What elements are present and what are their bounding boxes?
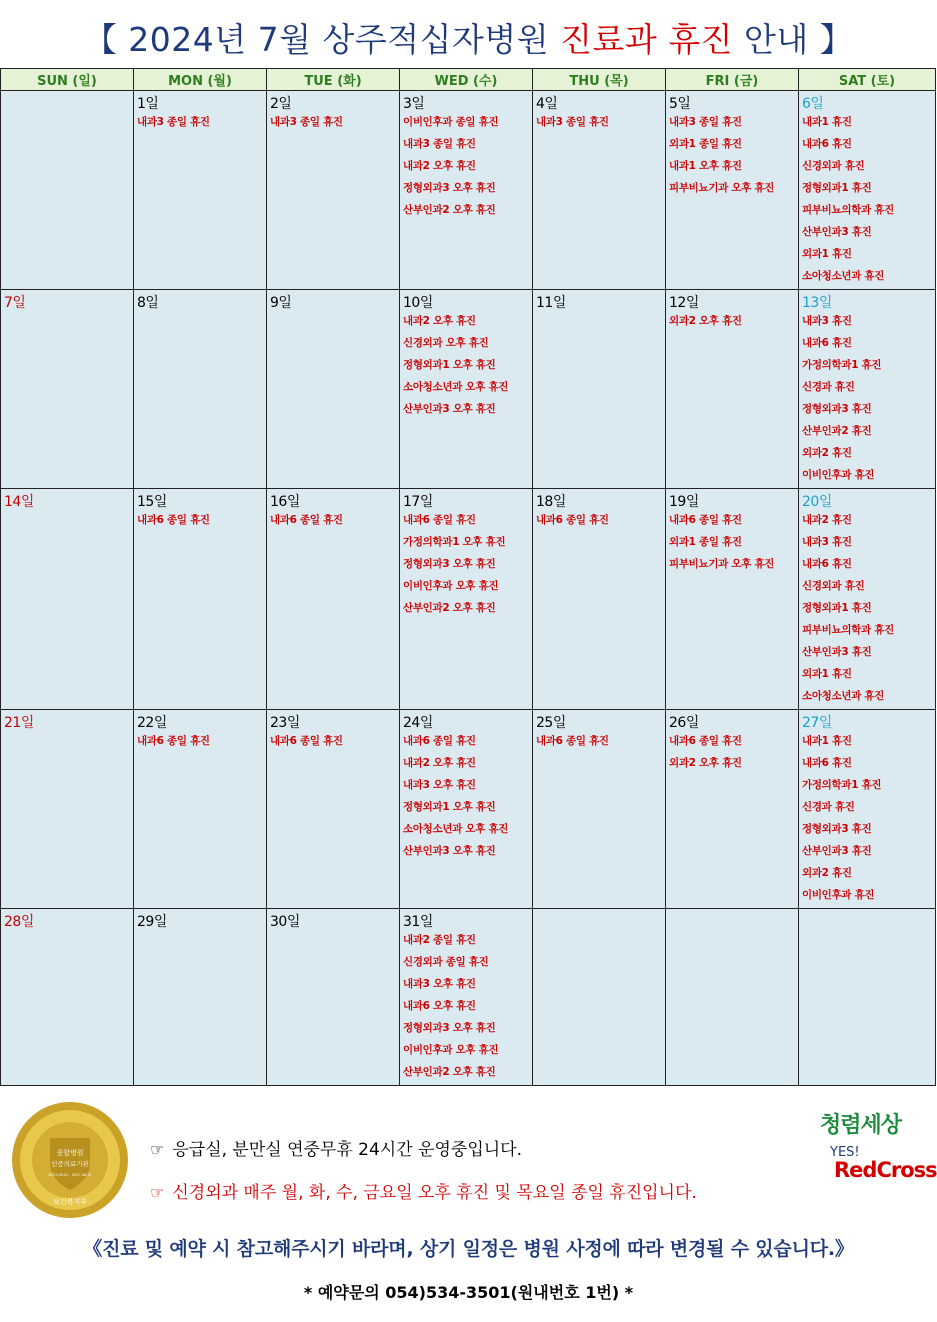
- day-number: 20일: [802, 494, 832, 510]
- closure-note: 내과2 오후 휴진: [403, 315, 476, 327]
- calendar-day-cell-fri: [666, 710, 799, 909]
- day-number: 13일: [802, 295, 832, 311]
- weekday-header-fri: FRI (금): [666, 69, 799, 91]
- closure-note: 정형외과1 오후 휴진: [403, 801, 496, 813]
- day-number: 23일: [270, 715, 300, 731]
- calendar-day-cell-sat: [799, 91, 936, 290]
- day-number: 4일: [536, 96, 558, 112]
- calendar-empty-cell: [799, 909, 936, 1086]
- closure-note: 피부비뇨의학과 휴진: [802, 204, 894, 216]
- closure-note: 정형외과3 오후 휴진: [403, 182, 496, 194]
- closure-note: 내과6 종일 휴진: [669, 514, 742, 526]
- closure-note: 산부인과2 오후 휴진: [403, 204, 496, 216]
- calendar-day-cell-sat: [799, 710, 936, 909]
- title-prefix: 【 2024년 7월 상주적십자병원: [83, 20, 561, 59]
- calendar-day-cell-sat: [799, 489, 936, 710]
- closure-note: 내과6 오후 휴진: [403, 1000, 476, 1012]
- closure-note: 가정의학과1 휴진: [802, 779, 882, 791]
- calendar-day-cell-sun: [1, 290, 134, 489]
- calendar-day-cell-mon: [134, 710, 267, 909]
- day-number: 25일: [536, 715, 566, 731]
- closure-note: 정형외과3 휴진: [802, 403, 872, 415]
- seal-top-text: 종합병원: [56, 1149, 84, 1157]
- seal-middle-text: 인증의료기관: [51, 1160, 89, 1168]
- closure-note: 내과6 휴진: [802, 757, 852, 769]
- calendar-day-cell-sun: [1, 710, 134, 909]
- weekday-header-row: [1, 69, 936, 91]
- seal-dates-text: 2023.06.22 - 2027.06.21: [48, 1173, 92, 1177]
- certification-seal-icon: [10, 1100, 130, 1220]
- calendar-day-cell-thu: [533, 290, 666, 489]
- closure-note: 신경외과 휴진: [802, 580, 865, 592]
- day-number: 2일: [270, 96, 292, 112]
- closure-note: 내과1 휴진: [802, 116, 852, 128]
- day-number: 28일: [4, 914, 34, 930]
- closure-note: 정형외과3 오후 휴진: [403, 558, 496, 570]
- closure-note: 정형외과3 휴진: [802, 823, 872, 835]
- closure-note: 산부인과2 휴진: [802, 425, 872, 437]
- calendar-day-cell-wed: [400, 710, 533, 909]
- closure-note: 내과3 종일 휴진: [270, 116, 343, 128]
- calendar-week-row: [1, 909, 936, 1086]
- closure-note: 내과6 종일 휴진: [403, 514, 476, 526]
- closure-note: 내과6 종일 휴진: [536, 514, 609, 526]
- day-number: 11일: [536, 295, 566, 311]
- calendar-body: [1, 91, 936, 1086]
- closure-note: 내과6 휴진: [802, 558, 852, 570]
- day-number: 5일: [669, 96, 691, 112]
- closure-note: 가정의학과1 휴진: [802, 359, 882, 371]
- closure-note: 신경외과 휴진: [802, 160, 865, 172]
- closure-note: 내과3 종일 휴진: [669, 116, 742, 128]
- closure-note: 이비인후과 휴진: [802, 469, 875, 481]
- day-number: 6일: [802, 96, 824, 112]
- closure-note: 내과6 휴진: [802, 138, 852, 150]
- day-number: 10일: [403, 295, 433, 311]
- closure-note: 내과3 오후 휴진: [403, 978, 476, 990]
- weekday-header-wed: WED (수): [400, 69, 533, 91]
- closure-note: 내과3 휴진: [802, 315, 852, 327]
- closure-note: 피부비뇨기과 오후 휴진: [669, 558, 775, 570]
- closure-note: 내과2 오후 휴진: [403, 757, 476, 769]
- calendar-day-cell-wed: [400, 489, 533, 710]
- calendar-day-cell-mon: [134, 290, 267, 489]
- closure-note: 산부인과3 오후 휴진: [403, 845, 496, 857]
- reservation-contact: * 예약문의 054)534-3501(원내번호 1번) *: [303, 1283, 634, 1302]
- schedule-change-notice: 《진료 및 예약 시 참고해주시기 바라며, 상기 일정은 병원 사정에 따라 변경될 수 있습니다.》: [83, 1238, 854, 1260]
- day-number: 1일: [137, 96, 159, 112]
- calendar-day-cell-tue: [267, 489, 400, 710]
- footer: [0, 1088, 937, 1322]
- calendar-day-cell-tue: [267, 290, 400, 489]
- day-number: 24일: [403, 715, 433, 731]
- title-suffix: 안내 】: [732, 20, 854, 59]
- calendar-day-cell-sun: [1, 909, 134, 1086]
- closure-note: 산부인과3 휴진: [802, 226, 872, 238]
- day-number: 14일: [4, 494, 34, 510]
- calendar-empty-cell: [533, 909, 666, 1086]
- closure-note: 정형외과1 오후 휴진: [403, 359, 496, 371]
- closure-note: 내과3 종일 휴진: [137, 116, 210, 128]
- closure-note: 피부비뇨기과 오후 휴진: [669, 182, 775, 194]
- closure-note: 내과3 휴진: [802, 536, 852, 548]
- calendar-day-cell-sat: [799, 290, 936, 489]
- closure-note: 외과1 종일 휴진: [669, 138, 742, 150]
- closure-note: 신경외과 종일 휴진: [403, 956, 489, 968]
- closure-note: 내과2 오후 휴진: [403, 160, 476, 172]
- closure-note: 내과1 휴진: [802, 735, 852, 747]
- day-number: 21일: [4, 715, 34, 731]
- calendar-day-cell-sun: [1, 489, 134, 710]
- calendar-day-cell-thu: [533, 489, 666, 710]
- calendar-day-cell-wed: [400, 909, 533, 1086]
- calendar-day-cell-mon: [134, 91, 267, 290]
- closure-note: 산부인과2 오후 휴진: [403, 602, 496, 614]
- day-number: 27일: [802, 715, 832, 731]
- calendar-day-cell-mon: [134, 909, 267, 1086]
- closure-note: 외과2 오후 휴진: [669, 757, 742, 769]
- calendar-empty-cell: [666, 909, 799, 1086]
- closure-note: 정형외과1 휴진: [802, 602, 872, 614]
- closure-note: 소아청소년과 휴진: [802, 270, 885, 282]
- closure-note: 소아청소년과 오후 휴진: [403, 381, 509, 393]
- day-number: 15일: [137, 494, 167, 510]
- calendar-day-cell-fri: [666, 489, 799, 710]
- calendar-week-row: [1, 710, 936, 909]
- calendar-day-cell-wed: [400, 290, 533, 489]
- calendar-day-cell-wed: [400, 91, 533, 290]
- day-number: 30일: [270, 914, 300, 930]
- closure-note: 가정의학과1 오후 휴진: [403, 536, 506, 548]
- title-highlight: 진료과 휴진: [560, 20, 733, 59]
- calendar-day-cell-thu: [533, 710, 666, 909]
- calendar-day-cell-tue: [267, 91, 400, 290]
- closure-note: 이비인후과 오후 휴진: [403, 1044, 499, 1056]
- closure-note: 정형외과1 휴진: [802, 182, 872, 194]
- closure-note: 산부인과3 휴진: [802, 646, 872, 658]
- neurosurgery-notice-text: 신경외과 매주 월, 화, 수, 금요일 오후 휴진 및 목요일 종일 휴진입니다.: [172, 1183, 697, 1203]
- day-number: 29일: [137, 914, 167, 930]
- calendar-empty-cell: [1, 91, 134, 290]
- emergency-notice-text: 응급실, 분만실 연중무휴 24시간 운영중입니다.: [172, 1140, 522, 1160]
- closure-note: 내과3 종일 휴진: [536, 116, 609, 128]
- closure-note: 이비인후과 휴진: [802, 889, 875, 901]
- page-title: [0, 14, 937, 61]
- integrity-logo: 청렴세상: [820, 1113, 902, 1138]
- weekday-header-sun: SUN (일): [1, 69, 134, 91]
- day-number: 12일: [669, 295, 699, 311]
- weekday-header-tue: TUE (화): [267, 69, 400, 91]
- calendar-day-cell-tue: [267, 710, 400, 909]
- closure-note: 피부비뇨의학과 휴진: [802, 624, 894, 636]
- closure-note: 외과1 휴진: [802, 668, 852, 680]
- yes-logo-text: YES!: [830, 1145, 860, 1160]
- weekday-header-mon: MON (월): [134, 69, 267, 91]
- closure-note: 내과6 종일 휴진: [403, 735, 476, 747]
- day-number: 9일: [270, 295, 292, 311]
- closure-note: 내과3 오후 휴진: [403, 779, 476, 791]
- closure-note: 내과6 종일 휴진: [137, 514, 210, 526]
- seal-bottom-text: 보건복지부: [53, 1198, 87, 1206]
- closure-note: 신경외과 오후 휴진: [403, 337, 489, 349]
- redcross-logo: RedCross: [834, 1158, 937, 1182]
- calendar-week-row: [1, 290, 936, 489]
- day-number: 22일: [137, 715, 167, 731]
- day-number: 3일: [403, 96, 425, 112]
- closure-note: 신경과 휴진: [802, 381, 855, 393]
- calendar-week-row: [1, 489, 936, 710]
- weekday-header-sat: SAT (토): [799, 69, 936, 91]
- closure-note: 내과6 종일 휴진: [270, 514, 343, 526]
- closure-note: 소아청소년과 오후 휴진: [403, 823, 509, 835]
- calendar-day-cell-fri: [666, 91, 799, 290]
- day-number: 17일: [403, 494, 433, 510]
- closure-note: 산부인과3 오후 휴진: [403, 403, 496, 415]
- day-number: 8일: [137, 295, 159, 311]
- day-number: 31일: [403, 914, 433, 930]
- closure-note: 외과2 오후 휴진: [669, 315, 742, 327]
- calendar-table: [0, 68, 936, 1086]
- calendar-day-cell-thu: [533, 91, 666, 290]
- closure-note: 정형외과3 오후 휴진: [403, 1022, 496, 1034]
- day-number: 7일: [4, 295, 26, 311]
- closure-note: 신경과 휴진: [802, 801, 855, 813]
- closure-note: 산부인과2 오후 휴진: [403, 1066, 496, 1078]
- closure-note: 내과6 종일 휴진: [137, 735, 210, 747]
- closure-note: 외과1 휴진: [802, 248, 852, 260]
- closure-note: 내과6 종일 휴진: [536, 735, 609, 747]
- closure-note: 이비인후과 종일 휴진: [403, 116, 499, 128]
- closure-note: 내과6 휴진: [802, 337, 852, 349]
- closure-note: 이비인후과 오후 휴진: [403, 580, 499, 592]
- emergency-notice: [150, 1135, 522, 1160]
- closure-note: 외과2 휴진: [802, 867, 852, 879]
- calendar-week-row: [1, 91, 936, 290]
- closure-note: 소아청소년과 휴진: [802, 690, 885, 702]
- neurosurgery-notice: [150, 1178, 697, 1203]
- day-number: 19일: [669, 494, 699, 510]
- day-number: 18일: [536, 494, 566, 510]
- calendar-day-cell-fri: [666, 290, 799, 489]
- closure-note: 내과6 종일 휴진: [270, 735, 343, 747]
- day-number: 16일: [270, 494, 300, 510]
- pointing-hand-icon: ☞: [150, 1140, 165, 1159]
- closure-note: 내과1 오후 휴진: [669, 160, 742, 172]
- closure-note: 외과1 종일 휴진: [669, 536, 742, 548]
- closure-note: 내과3 종일 휴진: [403, 138, 476, 150]
- closure-note: 내과2 종일 휴진: [403, 934, 476, 946]
- closure-note: 산부인과3 휴진: [802, 845, 872, 857]
- calendar-day-cell-tue: [267, 909, 400, 1086]
- day-number: 26일: [669, 715, 699, 731]
- calendar-day-cell-mon: [134, 489, 267, 710]
- closure-note: 내과2 휴진: [802, 514, 852, 526]
- closure-note: 외과2 휴진: [802, 447, 852, 459]
- pointing-hand-icon: ☞: [150, 1183, 165, 1202]
- weekday-header-thu: THU (목): [533, 69, 666, 91]
- closure-note: 내과6 종일 휴진: [669, 735, 742, 747]
